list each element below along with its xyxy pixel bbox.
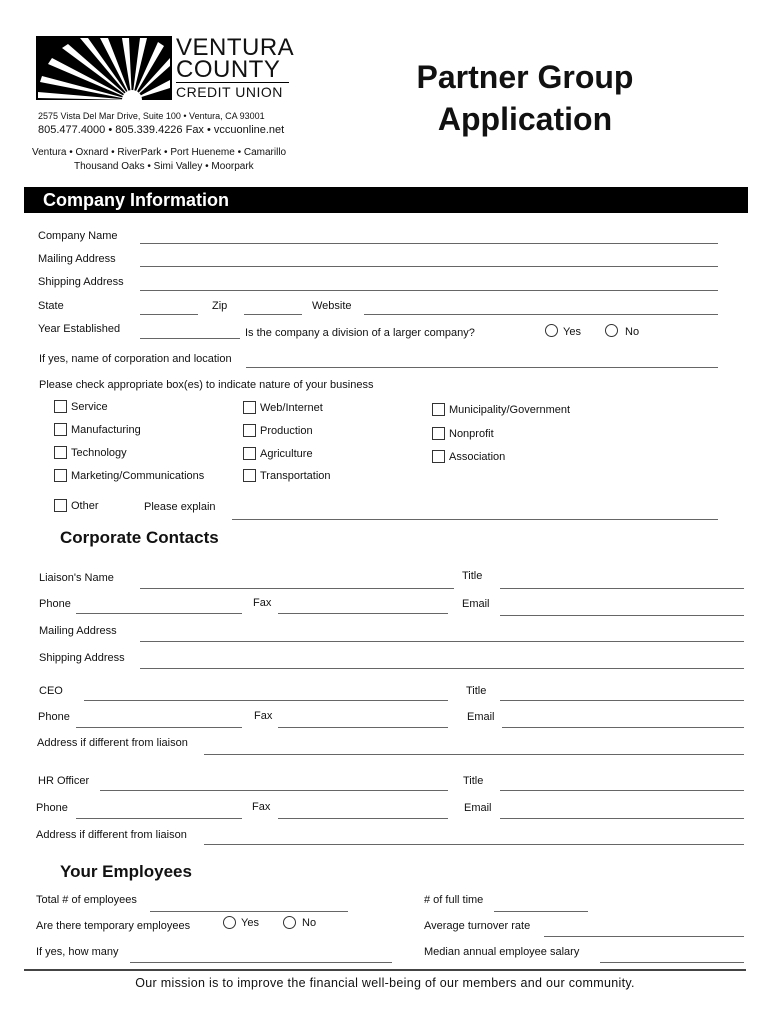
marketing-checkbox[interactable]: [54, 469, 67, 482]
service-label: Service: [71, 401, 108, 413]
year-established-label: Year Established: [38, 323, 121, 335]
total-employees-label: Total # of employees: [36, 894, 137, 906]
contacts-shipping-label: Shipping Address: [39, 652, 125, 664]
production-checkbox[interactable]: [243, 424, 256, 437]
other-label: Other: [71, 500, 99, 512]
website-field[interactable]: [364, 314, 718, 315]
hr-phone-label: Phone: [36, 802, 68, 814]
header-address: 2575 Vista Del Mar Drive, Suite 100 • Ventura, CA 93001: [38, 111, 265, 121]
municipality-checkbox[interactable]: [432, 403, 445, 416]
full-time-label: # of full time: [424, 894, 484, 906]
if-yes-corporation-label: If yes, name of corporation and location: [39, 353, 232, 365]
ceo-fax-label: Fax: [254, 710, 273, 722]
manufacturing-label: Manufacturing: [71, 424, 141, 436]
shipping-address-field[interactable]: [140, 290, 718, 291]
liaison-title-label: Title: [462, 570, 483, 582]
liaison-fax-field[interactable]: [278, 613, 448, 614]
temporary-employees-label: Are there temporary employees: [36, 920, 191, 932]
brand-name-line3: CREDIT UNION: [176, 84, 283, 100]
state-label: State: [38, 300, 64, 312]
temporary-yes-radio[interactable]: [223, 916, 236, 929]
ceo-title-label: Title: [466, 685, 487, 697]
liaison-title-field[interactable]: [500, 588, 744, 589]
hr-fax-field[interactable]: [278, 818, 448, 819]
web-internet-checkbox[interactable]: [243, 401, 256, 414]
temporary-no-radio[interactable]: [283, 916, 296, 929]
liaison-phone-label: Phone: [39, 598, 71, 610]
total-employees-field[interactable]: [150, 911, 348, 912]
service-checkbox[interactable]: [54, 400, 67, 413]
corporate-contacts-heading: Corporate Contacts: [60, 528, 219, 547]
median-salary-field[interactable]: [600, 962, 744, 963]
temporary-no-label: No: [302, 917, 317, 929]
hr-title-label: Title: [463, 775, 484, 787]
zip-label: Zip: [212, 300, 228, 312]
page-title-line2: Application: [437, 101, 613, 137]
marketing-label: Marketing/Communications: [71, 470, 205, 482]
your-employees-heading: Your Employees: [60, 862, 192, 881]
ceo-label: CEO: [39, 685, 63, 697]
temporary-yes-label: Yes: [241, 917, 259, 929]
hr-address-field[interactable]: [204, 844, 744, 845]
division-no-radio[interactable]: [605, 324, 618, 337]
manufacturing-checkbox[interactable]: [54, 423, 67, 436]
division-no-label: No: [625, 326, 640, 338]
median-salary-label: Median annual employee salary: [424, 946, 580, 958]
liaison-email-field[interactable]: [500, 615, 744, 616]
logo: [36, 34, 295, 102]
transportation-label: Transportation: [260, 470, 331, 482]
division-question: Is the company a division of a larger company?: [245, 327, 475, 339]
brand-name-line2: COUNTY: [176, 56, 281, 83]
ceo-field[interactable]: [84, 700, 448, 701]
ceo-phone-field[interactable]: [76, 727, 242, 728]
division-yes-label: Yes: [563, 326, 581, 338]
year-established-field[interactable]: [140, 338, 240, 339]
if-yes-corporation-field[interactable]: [246, 367, 718, 368]
other-checkbox[interactable]: [54, 499, 67, 512]
hr-title-field[interactable]: [500, 790, 744, 791]
transportation-checkbox[interactable]: [243, 469, 256, 482]
liaison-name-field[interactable]: [140, 588, 454, 589]
ceo-fax-field[interactable]: [278, 727, 448, 728]
liaison-name-label: Liaison's Name: [39, 572, 114, 584]
footer-mission: Our mission is to improve the financial well-being of our members and our community.: [135, 976, 635, 990]
liaison-fax-label: Fax: [253, 597, 272, 609]
mailing-address-label: Mailing Address: [38, 253, 116, 265]
contacts-shipping-field[interactable]: [140, 668, 744, 669]
business-check-instruction: Please check appropriate box(es) to indicate nature of your business: [39, 379, 374, 391]
hr-officer-label: HR Officer: [38, 775, 90, 787]
zip-field[interactable]: [244, 314, 302, 315]
municipality-label: Municipality/Government: [449, 404, 571, 416]
nonprofit-label: Nonprofit: [449, 428, 494, 440]
division-yes-radio[interactable]: [545, 324, 558, 337]
ceo-title-field[interactable]: [500, 700, 744, 701]
technology-label: Technology: [71, 447, 127, 459]
how-many-label: If yes, how many: [36, 946, 119, 958]
nonprofit-checkbox[interactable]: [432, 427, 445, 440]
company-name-label: Company Name: [38, 230, 118, 242]
agriculture-checkbox[interactable]: [243, 447, 256, 460]
company-info-heading: Company Information: [43, 190, 230, 210]
hr-phone-field[interactable]: [76, 818, 242, 819]
company-name-field[interactable]: [140, 243, 718, 244]
how-many-field[interactable]: [130, 962, 392, 963]
please-explain-field[interactable]: [232, 519, 718, 520]
brand-name-line1: VENTURA: [176, 34, 295, 61]
ceo-email-label: Email: [467, 711, 495, 723]
footer-divider: [24, 969, 746, 971]
association-label: Association: [449, 451, 506, 463]
header-phones: 805.477.4000 • 805.339.4226 Fax • vccuonline.net: [38, 124, 285, 136]
association-checkbox[interactable]: [432, 450, 445, 463]
contacts-mailing-label: Mailing Address: [39, 625, 117, 637]
production-label: Production: [260, 425, 313, 437]
full-time-field[interactable]: [494, 911, 588, 912]
hr-email-field[interactable]: [500, 818, 744, 819]
technology-checkbox[interactable]: [54, 446, 67, 459]
header-branches-2: Thousand Oaks • Simi Valley • Moorpark: [74, 161, 254, 172]
state-field[interactable]: [140, 314, 198, 315]
turnover-label: Average turnover rate: [424, 920, 531, 932]
liaison-email-label: Email: [462, 598, 490, 610]
sunburst-logo-icon: [36, 36, 172, 100]
website-label: Website: [312, 300, 352, 312]
ceo-phone-label: Phone: [38, 711, 70, 723]
mailing-address-field[interactable]: [140, 266, 718, 267]
agriculture-label: Agriculture: [260, 448, 313, 460]
turnover-field[interactable]: [544, 936, 744, 937]
hr-fax-label: Fax: [252, 801, 271, 813]
page-title-line1: Partner Group: [416, 59, 634, 95]
ceo-email-field[interactable]: [502, 727, 744, 728]
shipping-address-label: Shipping Address: [38, 276, 124, 288]
please-explain-label: Please explain: [144, 501, 216, 513]
ceo-address-label: Address if different from liaison: [37, 737, 188, 749]
hr-address-label: Address if different from liaison: [36, 829, 187, 841]
contacts-mailing-field[interactable]: [140, 641, 744, 642]
web-internet-label: Web/Internet: [260, 402, 323, 414]
hr-email-label: Email: [464, 802, 492, 814]
ceo-address-field[interactable]: [204, 754, 744, 755]
hr-officer-field[interactable]: [100, 790, 448, 791]
header-branches-1: Ventura • Oxnard • RiverPark • Port Hueneme • Camarillo: [32, 147, 287, 158]
liaison-phone-field[interactable]: [76, 613, 242, 614]
company-info-heading-bar: [24, 187, 748, 213]
